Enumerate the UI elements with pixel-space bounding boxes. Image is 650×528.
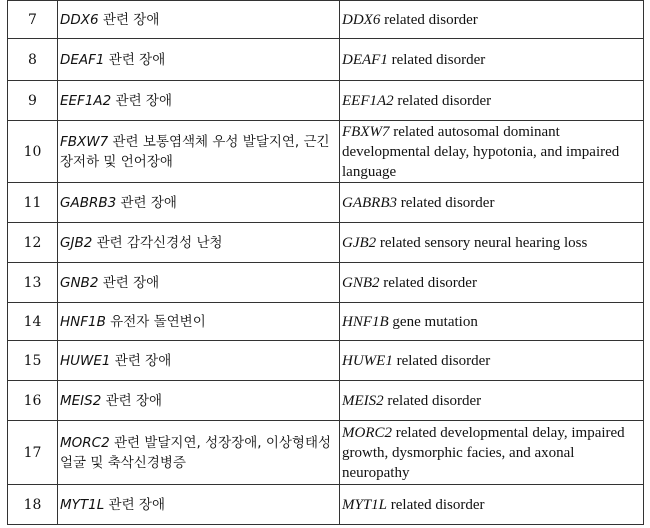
korean-description: 관련 장애 <box>104 496 166 513</box>
korean-name-cell <box>58 303 340 341</box>
gene-symbol: GJB2 <box>342 234 377 251</box>
row-number: 17 <box>8 421 58 485</box>
row-number: 11 <box>8 183 58 223</box>
korean-description: 관련 장애 <box>101 392 163 409</box>
korean-description: 관련 장애 <box>110 352 172 369</box>
english-description: related autosomal dominant developmental delay, hypotonia, and impaired language <box>342 123 620 180</box>
korean-name-cell <box>58 485 340 525</box>
gene-symbol: GABRB3 <box>342 194 397 211</box>
gene-symbol: GJB2 <box>60 234 93 251</box>
korean-name-cell <box>58 263 340 303</box>
english-name-cell <box>340 121 644 183</box>
english-name-cell <box>340 183 644 223</box>
row-number: 7 <box>8 1 58 39</box>
gene-symbol: MYT1L <box>60 496 105 513</box>
gene-symbol: DDX6 <box>342 11 381 28</box>
row-number: 15 <box>8 341 58 381</box>
table-row <box>8 341 644 381</box>
english-name-cell <box>340 381 644 421</box>
korean-description: 관련 장애 <box>111 92 172 109</box>
gene-symbol: EEF1A2 <box>342 92 394 109</box>
english-description: related disorder <box>396 194 495 211</box>
gene-symbol: HNF1B <box>342 313 389 330</box>
english-name-cell <box>340 1 644 39</box>
korean-description: 관련 장애 <box>98 11 160 28</box>
korean-name-cell <box>58 421 340 485</box>
gene-symbol: MORC2 <box>342 424 392 441</box>
gene-symbol: HUWE1 <box>60 352 111 369</box>
korean-name-cell <box>58 223 340 263</box>
table-row <box>8 121 644 183</box>
english-name-cell <box>340 421 644 485</box>
english-description: related developmental delay, impaired growth, dysmorphic facies, and axonal neuropathy <box>342 424 625 481</box>
gene-symbol: MORC2 <box>60 434 110 451</box>
row-number: 12 <box>8 223 58 263</box>
gene-symbol: GNB2 <box>342 274 380 291</box>
row-number: 10 <box>8 121 58 183</box>
korean-description: 관련 보통염색체 우성 발달지연, 근긴장저하 및 언어장애 <box>60 133 330 170</box>
english-name-cell <box>340 485 644 525</box>
english-description: related disorder <box>387 496 485 513</box>
korean-name-cell <box>58 183 340 223</box>
gene-symbol: HUWE1 <box>342 352 393 369</box>
korean-description: 관련 발달지연, 성장장애, 이상형태성 얼굴 및 축삭신경병증 <box>60 434 332 471</box>
gene-symbol: MEIS2 <box>60 392 102 409</box>
disorder-table <box>7 0 644 525</box>
english-name-cell <box>340 223 644 263</box>
row-number: 13 <box>8 263 58 303</box>
table-row <box>8 223 644 263</box>
korean-name-cell <box>58 121 340 183</box>
gene-symbol: MEIS2 <box>342 392 384 409</box>
row-number: 8 <box>8 39 58 81</box>
korean-description: 관련 감각신경성 난청 <box>92 234 223 251</box>
english-name-cell <box>340 81 644 121</box>
english-description: related disorder <box>392 352 491 369</box>
english-description: related disorder <box>387 51 486 68</box>
table-body <box>8 1 644 525</box>
row-number: 18 <box>8 485 58 525</box>
korean-name-cell <box>58 1 340 39</box>
row-number: 14 <box>8 303 58 341</box>
row-number: 9 <box>8 81 58 121</box>
english-description: related sensory neural hearing loss <box>376 234 588 251</box>
table-row <box>8 381 644 421</box>
gene-symbol: HNF1B <box>60 313 106 330</box>
table-row <box>8 421 644 485</box>
english-description: gene mutation <box>388 313 478 330</box>
korean-description: 유전자 돌연변이 <box>105 313 206 330</box>
table-row <box>8 39 644 81</box>
gene-symbol: EEF1A2 <box>60 92 112 109</box>
gene-symbol: DEAF1 <box>60 51 105 68</box>
gene-symbol: DDX6 <box>60 11 99 28</box>
korean-name-cell <box>58 81 340 121</box>
table-row <box>8 183 644 223</box>
table-row <box>8 263 644 303</box>
gene-symbol: MYT1L <box>342 496 388 513</box>
english-description: related disorder <box>380 11 478 28</box>
table-row <box>8 81 644 121</box>
gene-symbol: FBXW7 <box>60 133 109 150</box>
gene-symbol: GNB2 <box>60 274 99 291</box>
gene-symbol: FBXW7 <box>342 123 390 140</box>
table-row <box>8 1 644 39</box>
korean-description: 관련 장애 <box>104 51 166 68</box>
english-name-cell <box>340 263 644 303</box>
english-description: related disorder <box>383 392 482 409</box>
korean-description: 관련 장애 <box>98 274 160 291</box>
gene-symbol: DEAF1 <box>342 51 388 68</box>
korean-name-cell <box>58 341 340 381</box>
english-name-cell <box>340 341 644 381</box>
english-description: related disorder <box>393 92 492 109</box>
row-number: 16 <box>8 381 58 421</box>
english-description: related disorder <box>379 274 477 291</box>
korean-name-cell <box>58 381 340 421</box>
korean-name-cell <box>58 39 340 81</box>
english-name-cell <box>340 303 644 341</box>
korean-description: 관련 장애 <box>116 194 177 211</box>
gene-symbol: GABRB3 <box>60 194 117 211</box>
table-row <box>8 485 644 525</box>
table-row <box>8 303 644 341</box>
english-name-cell <box>340 39 644 81</box>
